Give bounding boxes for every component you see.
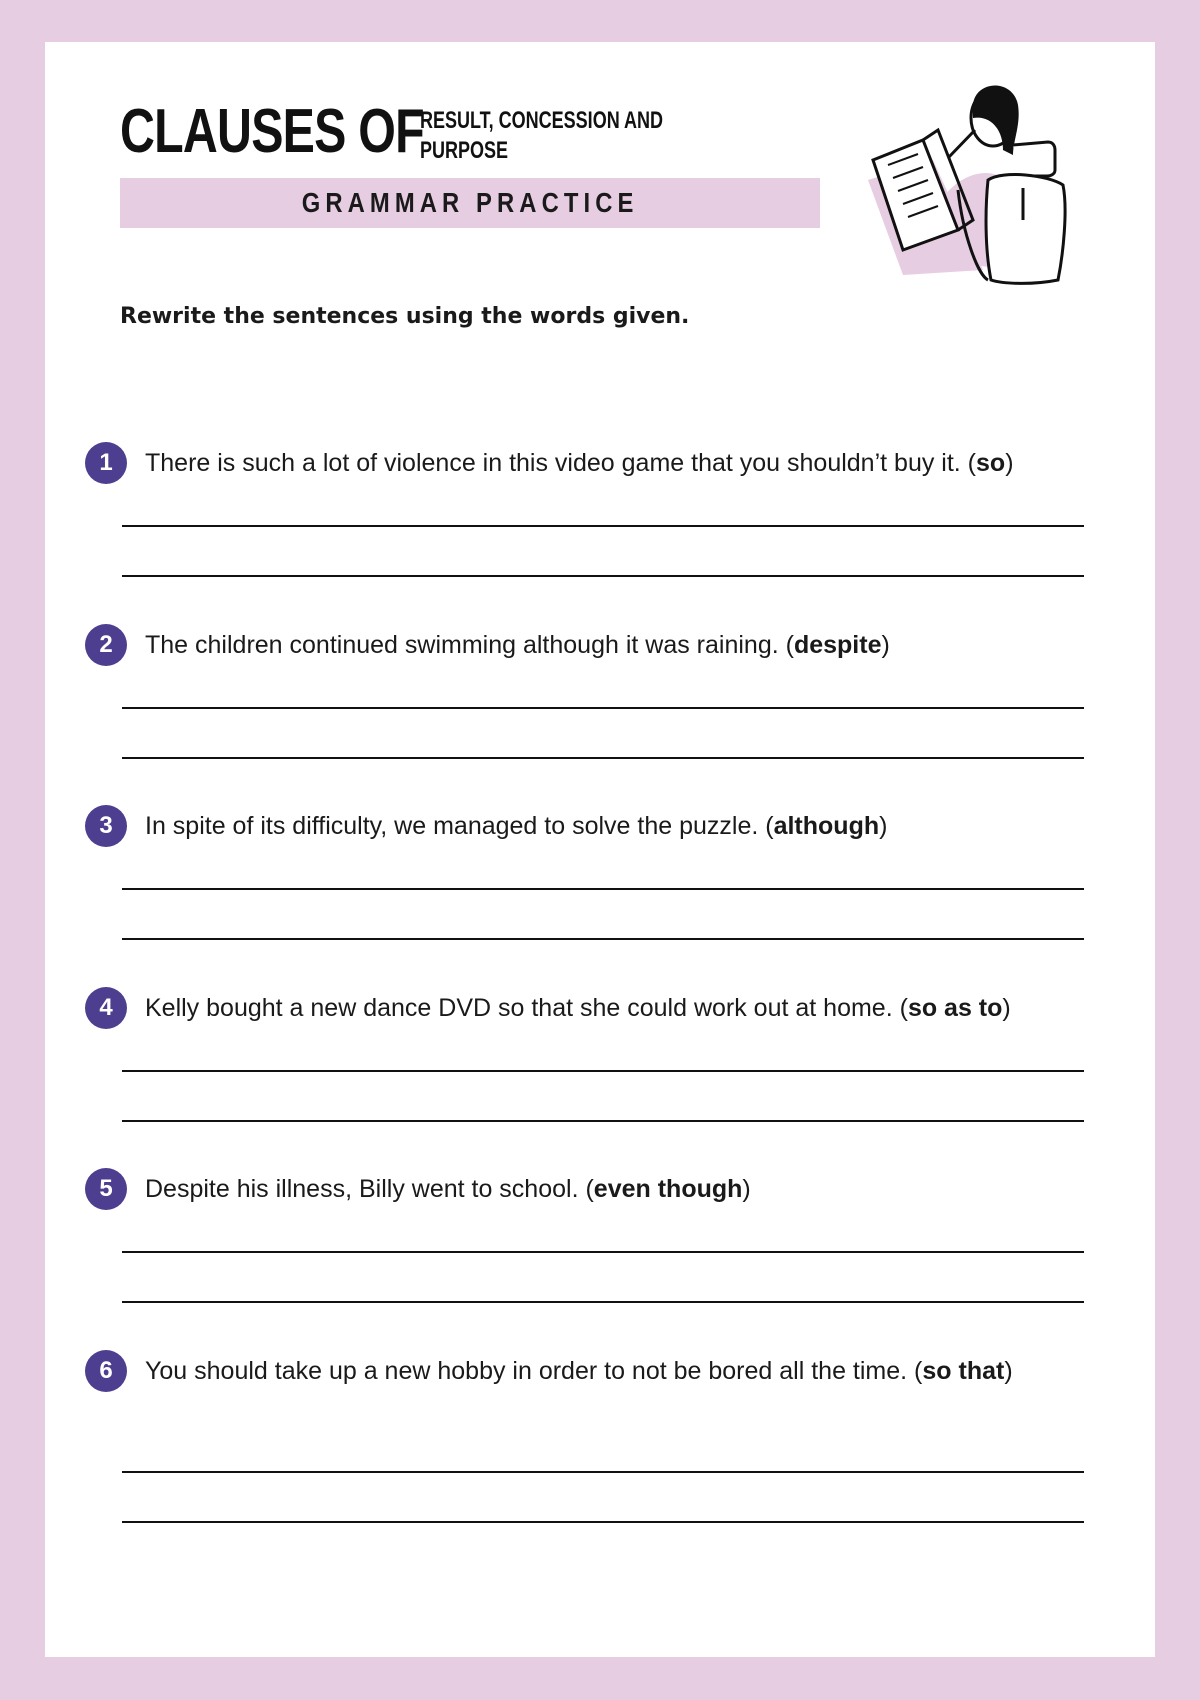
question-number-badge: 3 [85, 805, 127, 847]
answer-line[interactable] [122, 1120, 1084, 1122]
keyword: even though [593, 1175, 743, 1203]
keyword: so [976, 449, 1006, 477]
title-main: CLAUSES OF [120, 97, 424, 166]
banner-text: GRAMMAR PRACTICE [301, 187, 639, 218]
answer-line[interactable] [122, 707, 1084, 709]
keyword: despite [793, 631, 882, 659]
title-subtitle [420, 106, 705, 166]
answer-line[interactable] [122, 1070, 1084, 1072]
question-text: There is such a lot of violence in this video game that you shouldn’t buy it. (so) [145, 449, 1014, 477]
answer-line[interactable] [122, 1301, 1084, 1303]
keyword: so that [922, 1357, 1005, 1385]
title-sub-line-2: PURPOSE [420, 137, 509, 164]
question-number-badge: 1 [85, 442, 127, 484]
question-text: The children continued swimming although it was raining. (despite) [145, 631, 890, 659]
answer-line[interactable] [122, 1521, 1084, 1523]
keyword: so as to [907, 994, 1003, 1022]
answer-line[interactable] [122, 1471, 1084, 1473]
answer-line[interactable] [122, 1251, 1084, 1253]
question-text: In spite of its difficulty, we managed to solve the puzzle. (although) [145, 812, 888, 840]
banner [120, 178, 820, 228]
question-text: Despite his illness, Billy went to school. (even though) [145, 1175, 751, 1203]
question-number-badge: 4 [85, 987, 127, 1029]
answer-line[interactable] [122, 938, 1084, 940]
title-sub-line-1: RESULT, CONCESSION AND [420, 107, 664, 134]
keyword: although [773, 812, 880, 840]
worksheet-page [45, 42, 1155, 1657]
question-number-badge: 2 [85, 624, 127, 666]
question-number-badge: 6 [85, 1350, 127, 1392]
question-text: Kelly bought a new dance DVD so that she could work out at home. (so as to) [145, 994, 1011, 1022]
instruction: Rewrite the sentences using the words given. [120, 304, 690, 329]
question-text: You should take up a new hobby in order to not be bored all the time. (so that) [145, 1357, 1013, 1385]
answer-line[interactable] [122, 525, 1084, 527]
answer-line[interactable] [122, 888, 1084, 890]
reading-person-illustration [863, 70, 1083, 300]
question-number-badge: 5 [85, 1168, 127, 1210]
answer-line[interactable] [122, 757, 1084, 759]
answer-line[interactable] [122, 575, 1084, 577]
